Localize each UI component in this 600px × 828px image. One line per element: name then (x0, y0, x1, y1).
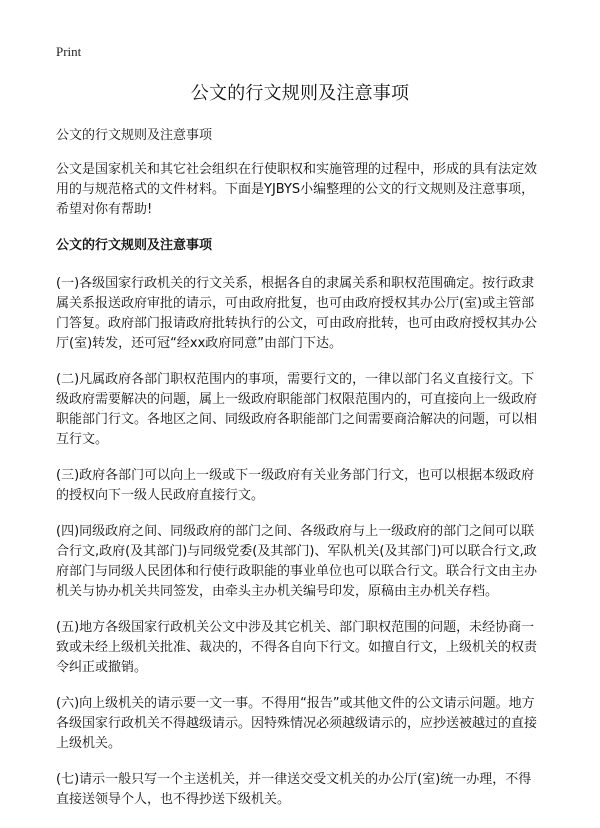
print-link[interactable]: Print (56, 44, 82, 59)
rule-paragraph-2: (二)凡属政府各部门职权范围内的事项，需要行文的，一律以部门名义直接行文。下级政府需要解决的问题，属上一级政府职能部门权限范围内的，可直接向上一级政府职能部门行文。各地区之间、同级政府各职能部门之间需要商洽解决的问题，可以相互行文。 (56, 372, 538, 447)
rule-paragraph-5: (五)地方各级国家行政机关公文中涉及其它机关、部门职权范围的问题，未经协商一致或未经上级机关批准、裁决的，不得各自向下行文。如擅自行文，上级机关的权责令纠正或撤销。 (56, 620, 538, 675)
page-title: 公文的行文规则及注意事项 (190, 83, 410, 104)
intro-paragraph: 公文是国家机关和其它社会组织在行使职权和实施管理的过程中，形成的具有法定效用的与规范格式的文件材料。下面是YJBYS小编整理的公文的行文规则及注意事项，希望对你有帮助! (56, 162, 538, 217)
rule-paragraph-3: (三)政府各部门可以向上一级或下一级政府有关业务部门行文，也可以根据本级政府的授权向下一级人民政府直接行文。 (56, 468, 535, 503)
rule-paragraph-1: (一)各级国家行政机关的行文关系，根据各自的隶属关系和职权范围确定。按行政隶属关系报送政府审批的请示，可由政府批复，也可由政府授权其办公厅(室)或主管部门答复。政府部门报请政府批转执行的公文，可由政府批转，也可由政府授权其办公厅(室)转发，还可冠“经xx政府同意”由部门下达。 (56, 276, 538, 351)
section-heading: 公文的行文规则及注意事项 (56, 238, 213, 253)
subtitle: 公文的行文规则及注意事项 (56, 128, 213, 143)
rule-paragraph-7: (七)请示一般只写一个主送机关，并一律送交受文机关的办公厅(室)统一办理，不得直接送领导个人，也不得抄送下级机关。 (56, 772, 532, 807)
rule-paragraph-4: (四)同级政府之间、同级政府的部门之间、各级政府与上一级政府的部门之间可以联合行文,政府(及其部门)与同级党委(及其部门)、军队机关(及其部门)可以联合行文,政府部门与同级人民团体和行使行政职能的事业单位也可以联合行文。联合行文由主办机关与协办机关共同签发，由牵头主办机关编号印发，原稿由主办机关存档。 (56, 524, 538, 599)
rule-paragraph-6: (六)向上级机关的请示要一文一事。不得用“报告”或其他文件的公文请示问题。地方各级国家行政机关不得越级请示。因特殊情况必须越级请示的，应抄送被越过的直接上级机关。 (56, 696, 538, 751)
